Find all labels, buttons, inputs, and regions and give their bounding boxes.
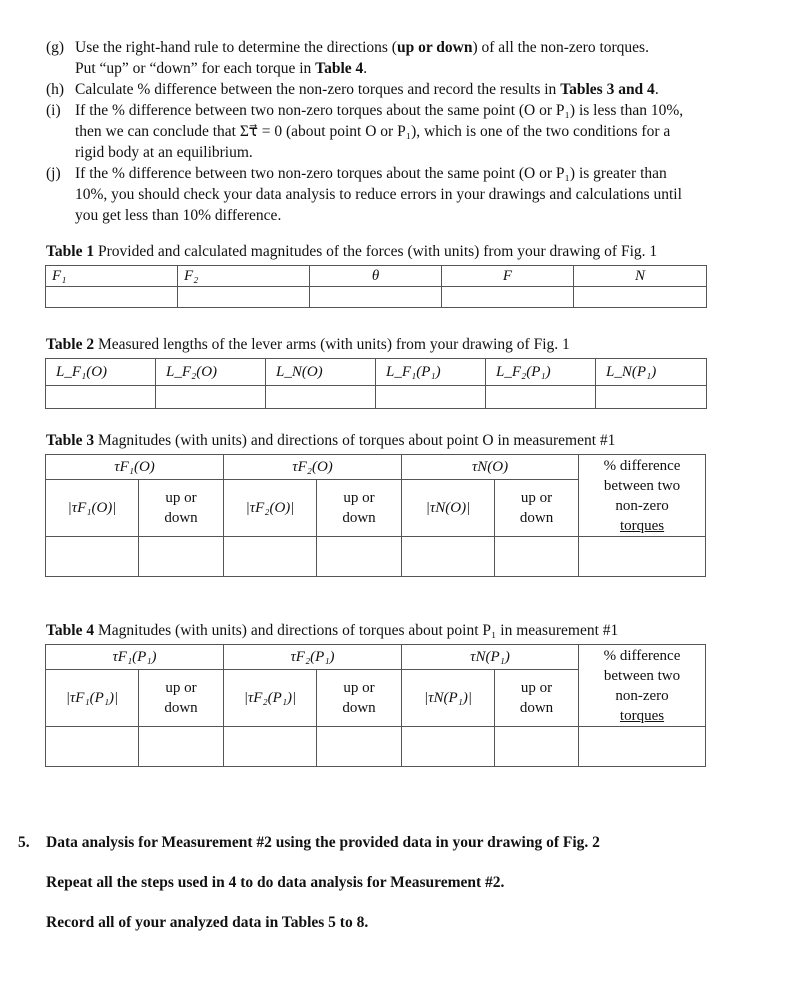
table4 xyxy=(45,644,706,767)
table1-header-f2: F₂ xyxy=(178,266,310,287)
table1 xyxy=(45,265,707,308)
instruction-i-line2: then we can conclude that Στ⃗ = 0 (about point O or P₁), which is one of the two conditions for a xyxy=(75,123,671,140)
g-line1-pre: Use the right-hand rule to determine the directions ( xyxy=(75,39,397,56)
table1-header-f: F xyxy=(442,266,574,287)
table4-pct-line1: % difference xyxy=(603,647,681,664)
g-line2-pre: Put “up” or “down” for each torque in xyxy=(75,60,316,77)
table3-caption xyxy=(46,432,615,450)
table3-mag-tn: |τN(O)| xyxy=(402,480,495,537)
instruction-h-label: (h) xyxy=(46,81,65,98)
table3-mag-tf1: |τF₁(O)| xyxy=(46,480,139,537)
instruction-g-label: (g) xyxy=(46,39,65,56)
table2-cell[interactable] xyxy=(46,386,156,409)
instruction-j-line2: 10%, you should check your data analysis to reduce errors in your drawings and calculations until xyxy=(75,186,682,203)
table2-cell[interactable] xyxy=(266,386,376,409)
instruction-i-line1: If the % difference between two non-zero torques about the same point (O or P₁) is less than 10%, xyxy=(75,102,684,119)
updown-line2: down xyxy=(342,700,376,716)
table3-cell[interactable] xyxy=(402,537,495,577)
g-line2-bold: Table 4 xyxy=(315,60,364,77)
updown-line2: down xyxy=(164,510,198,526)
table1-cell[interactable] xyxy=(46,287,178,308)
table2-header-lf2-p1: L_F₂(P₁) xyxy=(486,359,596,386)
section5-line3: Record all of your analyzed data in Tables 5 to 8. xyxy=(46,914,369,931)
instruction-j-label: (j) xyxy=(46,165,61,182)
h-post: . xyxy=(654,81,659,98)
g-line1-bold: up or down xyxy=(396,39,473,56)
table2-cell[interactable] xyxy=(156,386,266,409)
table4-group-tf2: τF₂(P₁) xyxy=(224,645,402,670)
table4-group-tf1: τF₁(P₁) xyxy=(46,645,224,670)
table1-caption xyxy=(46,243,657,261)
table2-caption xyxy=(46,336,570,354)
table3-cell[interactable] xyxy=(46,537,139,577)
updown-line1: up or xyxy=(520,490,553,506)
table3-caption-text: Magnitudes (with units) and directions of torques about point O in measurement #1 xyxy=(94,432,616,449)
table3-pct-line2: between two xyxy=(603,477,681,494)
updown-line1: up or xyxy=(343,490,375,506)
table3-pct-header xyxy=(579,455,706,537)
table2-header-ln-p1: L_N(P₁) xyxy=(596,359,707,386)
table2-header-lf2-o: L_F₂(O) xyxy=(156,359,266,386)
instruction-h-text xyxy=(75,79,659,100)
table1-header-theta: θ xyxy=(310,266,442,287)
table4-cell[interactable] xyxy=(139,727,224,767)
table1-caption-label: Table 1 xyxy=(46,243,95,260)
table2-caption-text: Measured lengths of the lever arms (with units) from your drawing of Fig. 1 xyxy=(94,336,570,353)
updown-line1: up or xyxy=(165,490,197,506)
table2-cell[interactable] xyxy=(376,386,486,409)
table3-cell[interactable] xyxy=(579,537,706,577)
table4-pct-line4: torques xyxy=(619,707,665,724)
table3-dir-tf1 xyxy=(139,480,224,537)
table4-dir-tf1 xyxy=(139,670,224,727)
table4-cell[interactable] xyxy=(224,727,317,767)
table4-cell[interactable] xyxy=(495,727,579,767)
table2-caption-label: Table 2 xyxy=(46,336,95,353)
table4-mag-tn: |τN(P₁)| xyxy=(402,670,495,727)
table4-dir-tf2 xyxy=(317,670,402,727)
table2-cell[interactable] xyxy=(486,386,596,409)
section5-number: 5. xyxy=(18,834,30,851)
table1-cell[interactable] xyxy=(310,287,442,308)
table4-pct-line2: between two xyxy=(603,667,681,684)
table2-cell[interactable] xyxy=(596,386,707,409)
table4-pct-header xyxy=(579,645,706,727)
h-pre: Calculate % difference between the non-zero torques and record the results in xyxy=(75,81,561,98)
table4-caption-label: Table 4 xyxy=(46,622,95,639)
updown-line2: down xyxy=(164,700,198,716)
updown-line2: down xyxy=(519,510,554,526)
table4-caption-text: Magnitudes (with units) and directions of torques about point P₁ in measurement #1 xyxy=(94,622,619,639)
table3-dir-tn xyxy=(495,480,579,537)
table3-pct-line3: non-zero xyxy=(615,497,669,514)
table3-pct-line1: % difference xyxy=(603,457,681,474)
table1-header-n: N xyxy=(574,266,707,287)
instruction-g-line1 xyxy=(75,37,649,58)
instruction-j-line3: you get less than 10% difference. xyxy=(75,207,282,224)
table2-header-ln-o: L_N(O) xyxy=(266,359,376,386)
table3-caption-label: Table 3 xyxy=(46,432,95,449)
table3-mag-tf2: |τF₂(O)| xyxy=(224,480,317,537)
table4-dir-tn xyxy=(495,670,579,727)
table3-pct-line4: torques xyxy=(619,517,665,534)
instruction-i-label: (i) xyxy=(46,102,61,119)
g-line1-post: ) of all the non-zero torques. xyxy=(472,39,649,56)
updown-line2: down xyxy=(342,510,376,526)
table3-cell[interactable] xyxy=(139,537,224,577)
table4-cell[interactable] xyxy=(402,727,495,767)
table3-cell[interactable] xyxy=(224,537,317,577)
h-bold: Tables 3 and 4 xyxy=(560,81,655,98)
table4-caption xyxy=(46,622,618,640)
table4-mag-tf2: |τF₂(P₁)| xyxy=(224,670,317,727)
table4-cell[interactable] xyxy=(579,727,706,767)
section5-line2: Repeat all the steps used in 4 to do data analysis for Measurement #2. xyxy=(46,874,505,891)
table3-dir-tf2 xyxy=(317,480,402,537)
g-line2-post: . xyxy=(363,60,368,77)
table4-cell[interactable] xyxy=(46,727,139,767)
section5-title: Data analysis for Measurement #2 using the provided data in your drawing of Fig. 2 xyxy=(46,834,600,851)
table2-header-lf1-o: L_F₁(O) xyxy=(46,359,156,386)
table4-cell[interactable] xyxy=(317,727,402,767)
updown-line1: up or xyxy=(343,680,375,696)
updown-line1: up or xyxy=(165,680,197,696)
updown-line1: up or xyxy=(520,680,553,696)
table3-group-tn: τN(O) xyxy=(402,455,579,480)
updown-line2: down xyxy=(519,700,554,716)
table3-group-tf2: τF₂(O) xyxy=(224,455,402,480)
instruction-j-line1: If the % difference between two non-zero torques about the same point (O or P₁) is greater than xyxy=(75,165,667,182)
table3-cell[interactable] xyxy=(495,537,579,577)
table2 xyxy=(45,358,707,409)
table4-pct-line3: non-zero xyxy=(615,687,669,704)
instruction-g-line2 xyxy=(75,58,367,79)
table1-cell[interactable] xyxy=(574,287,707,308)
table1-cell[interactable] xyxy=(178,287,310,308)
table2-header-lf1-p1: L_F₁(P₁) xyxy=(376,359,486,386)
table3-cell[interactable] xyxy=(317,537,402,577)
table1-cell[interactable] xyxy=(442,287,574,308)
instruction-i-line3: rigid body at an equilibrium. xyxy=(75,144,253,161)
table3-group-tf1: τF₁(O) xyxy=(46,455,224,480)
table3 xyxy=(45,454,706,577)
table4-group-tn: τN(P₁) xyxy=(402,645,579,670)
table4-mag-tf1: |τF₁(P₁)| xyxy=(46,670,139,727)
table1-header-f1: F₁ xyxy=(46,266,178,287)
table1-caption-text: Provided and calculated magnitudes of the forces (with units) from your drawing of Fig. 1 xyxy=(94,243,658,260)
